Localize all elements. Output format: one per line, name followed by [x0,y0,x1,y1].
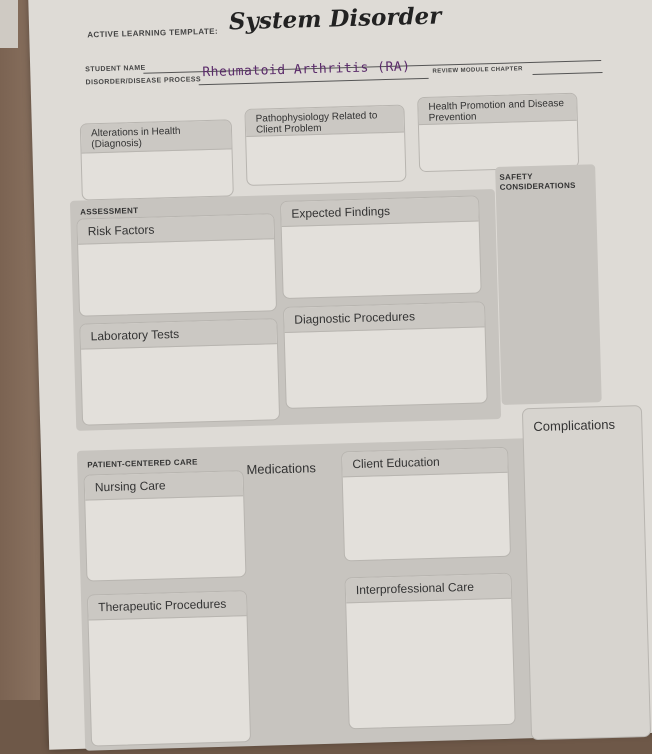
review-module-label: REVIEW MODULE CHAPTER [432,66,523,75]
alterations-box [80,119,234,200]
safety-band [495,164,602,405]
expected-findings-heading: Expected Findings [281,197,479,227]
medications-label: Medications [246,460,317,478]
health-promotion-box [417,93,579,172]
page-title: System Disorder [228,2,442,36]
therapeutic-procedures-heading: Therapeutic Procedures [88,591,247,620]
review-module-line [533,72,603,75]
client-education-heading: Client Education [342,448,508,478]
alterations-heading: Alterations in Health (Diagnosis) [81,120,232,153]
nursing-care-box [84,470,247,581]
client-education-box [341,447,511,562]
safety-label: SAFETY CONSIDERATIONS [499,171,576,193]
disorder-label: DISORDER/DISEASE PROCESS [85,76,202,87]
diagnostic-procedures-box [283,301,488,409]
pathophysiology-heading: Pathophysiology Related to Client Problem [245,106,404,137]
template-label: ACTIVE LEARNING TEMPLATE: [87,26,219,40]
health-promotion-heading: Health Promotion and Disease Prevention [418,94,577,125]
laboratory-tests-heading: Laboratory Tests [80,319,277,349]
disorder-handwritten-value: Rheumatoid Arthritis (RA) [202,59,411,81]
risk-factors-box [76,213,277,316]
adjacent-sheet-edge [0,0,18,48]
complications-heading: Complications [533,416,616,435]
interprofessional-care-heading: Interprofessional Care [346,574,512,604]
interprofessional-care-box [345,573,516,730]
worksheet-page [28,0,652,750]
student-name-label: STUDENT NAME [85,64,146,74]
nursing-care-heading: Nursing Care [85,471,244,500]
pathophysiology-box [244,105,406,186]
laboratory-tests-box [79,318,280,425]
therapeutic-procedures-box [87,590,251,746]
patient-care-label: PATIENT-CENTERED CARE [87,457,198,470]
assessment-label: ASSESSMENT [80,206,139,217]
expected-findings-box [280,195,482,299]
risk-factors-heading: Risk Factors [77,214,274,244]
diagnostic-procedures-heading: Diagnostic Procedures [284,302,485,333]
complications-box [522,405,651,740]
